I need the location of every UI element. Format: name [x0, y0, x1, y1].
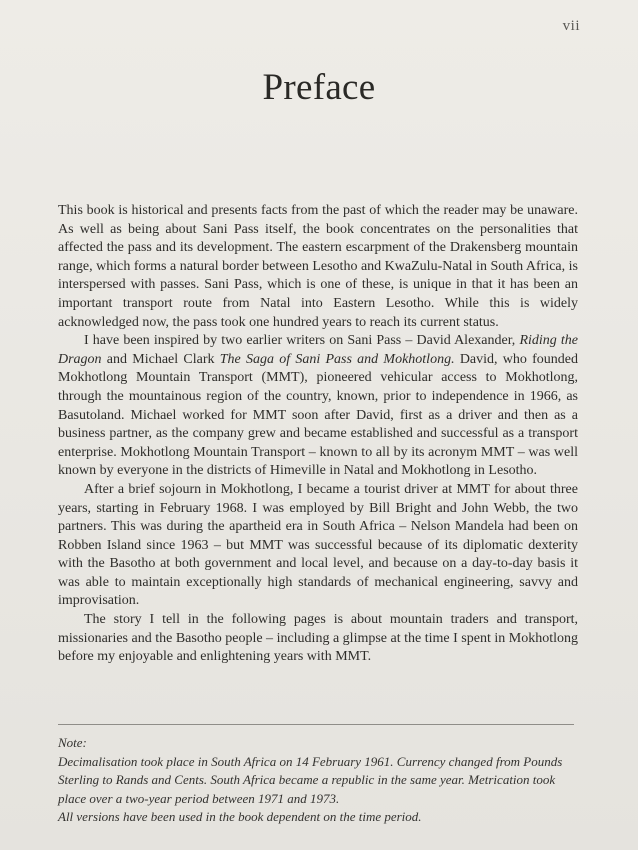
paragraph-text: After a brief sojourn in Mokhotlong, I became a tourist driver at MMT for about three years, starting in February 1968. I was employed by Bill Bright and John Webb, the two partners. This was during the apartheid era in South Africa – Nelson Mandela had been on Robben Island since 1963 – but MMT was successful because of its diplomatic dexterity with the Basotho at both government and local level, and because on a day-to-day basis it was able to maintain exceptionally high standards of mechanical engineering, savvy and improvisation. [58, 481, 578, 609]
book-title-saga-of-sani-pass: The Saga of Sani Pass and Mokhotlong. [219, 351, 455, 367]
page-title: Preface [262, 67, 376, 108]
paragraph-3 [58, 481, 578, 611]
note-heading: Note: [58, 735, 87, 750]
paragraph-4 [58, 611, 578, 667]
preface-body [58, 202, 578, 667]
paragraph-1 [58, 202, 578, 332]
note-line-1: Decimalisation took place in South Africa on 14 February 1961. Currency changed from Pounds Sterling to Rands and Cents. South Africa became a republic in the same year. Metrication took place over a two-year period between 1971 and 1973. [58, 753, 563, 806]
book-title-riding-the-dragon: Riding the Dragon [58, 333, 578, 367]
footnote-divider [58, 724, 574, 725]
paragraph-text: This book is historical and presents facts from the past of which the reader may be unaware. As well as being about Sani Pass itself, the book concentrates on the personalities that affected the pass and its development. The eastern escarpment of the Drakensberg mountain range, which forms a natural border between Lesotho and KwaZulu-Natal in South Africa, is interspersed with passes. Sani Pass, which is one of these, is unique in that it has been an important transport route from Natal into Eastern Lesotho. While this is widely acknowledged now, the pass took one hundred years to reach its current status. [58, 203, 578, 330]
page-number: vii [562, 18, 580, 34]
paragraph-text: and Michael Clark [101, 351, 220, 367]
paragraph-text: The story I tell in the following pages is about mountain traders and transport, missionaries and the Basotho people – including a glimpse at the time I spent in Mokhotlong before my enjoyable and enlightening years with MMT. [58, 612, 578, 665]
note-line-2: All versions have been used in the book dependent on the time period. [58, 809, 422, 825]
paragraph-text: David, who founded Mokhotlong Mountain Transport (MMT), pioneered vehicular access to Mokhotlong, through the mountainous region of the country, known, prior to independence in 1966, as Basutoland. Michael worked for MMT soon after David, first as a driver and then as a business partner, as the company grew and became established and successful as a transport enterprise. Mokhotlong Mountain Transport – known to all by its acronym MMT – was well known by everyone in the districts of Himeville in Natal and Mokhotlong in Lesotho. [58, 351, 579, 479]
paragraph-text: I have been inspired by two earlier writers on Sani Pass – David Alexander, [84, 333, 520, 349]
footnote [58, 734, 578, 827]
paragraph-2 [58, 332, 578, 481]
